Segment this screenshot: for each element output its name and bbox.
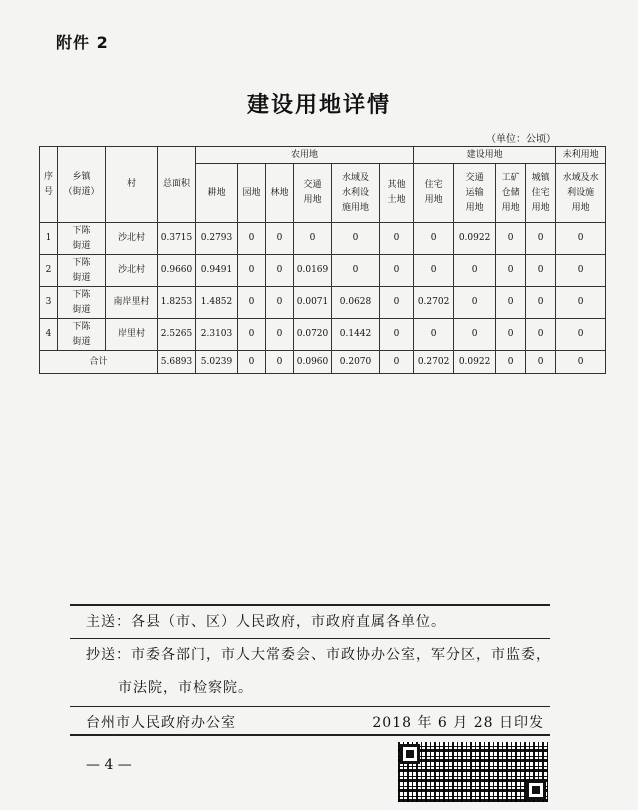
cell-traffic: 0 (294, 223, 332, 255)
cell-traffic: 0.0169 (294, 255, 332, 287)
cell-transport: 0 (454, 319, 496, 351)
total-industrial: 0 (496, 351, 526, 374)
cell-water-unused: 0 (556, 255, 606, 287)
header-water-unused: 水域及水 利设施 用地 (556, 164, 606, 223)
header-other-land: 其他 土地 (380, 164, 414, 223)
cell-traffic: 0.0071 (294, 287, 332, 319)
cell-industrial: 0 (496, 223, 526, 255)
total-row (40, 351, 606, 374)
header-group-agricultural: 农用地 (196, 147, 414, 164)
qr-code-icon (398, 742, 548, 802)
total-label: 合计 (40, 351, 158, 374)
cell-garden: 0 (238, 223, 266, 255)
cell-urban-residential: 0 (526, 287, 556, 319)
cell-farmland: 0.9491 (196, 255, 238, 287)
divider-middle (70, 638, 550, 639)
cell-urban-residential: 0 (526, 255, 556, 287)
divider-bottom (70, 734, 550, 736)
header-group-unused: 未利用地 (556, 147, 606, 164)
total-urban-residential: 0 (526, 351, 556, 374)
header-forest: 林地 (266, 164, 294, 223)
cell-total: 0.3715 (158, 223, 196, 255)
cell-farmland: 0.2793 (196, 223, 238, 255)
cell-farmland: 1.4852 (196, 287, 238, 319)
total-water: 0.2070 (332, 351, 380, 374)
header-seq: 序 号 (40, 147, 58, 223)
total-water-unused: 0 (556, 351, 606, 374)
header-water-facility: 水域及 水利设 施用地 (332, 164, 380, 223)
cell-other: 0 (380, 287, 414, 319)
cell-township: 下陈 街道 (58, 223, 106, 255)
cell-water-unused: 0 (556, 319, 606, 351)
total-area: 5.6893 (158, 351, 196, 374)
cell-water: 0 (332, 223, 380, 255)
table-row (40, 287, 606, 319)
total-traffic: 0.0960 (294, 351, 332, 374)
document-title: 建设用地详情 (246, 92, 391, 118)
cell-other: 0 (380, 255, 414, 287)
copy-recipients-line2: 市法院，市检察院。 (118, 680, 253, 696)
cell-garden: 0 (238, 287, 266, 319)
unit-note: （单位：公顷） (486, 134, 556, 145)
cell-farmland: 2.3103 (196, 319, 238, 351)
cell-forest: 0 (266, 319, 294, 351)
copy-recipients-line1: 抄送：市委各部门，市人大常委会、市政协办公室，军分区，市监委， (86, 647, 551, 663)
cell-urban-residential: 0 (526, 319, 556, 351)
cell-total: 0.9660 (158, 255, 196, 287)
header-residential: 住宅 用地 (414, 164, 454, 223)
cell-other: 0 (380, 223, 414, 255)
cell-traffic: 0.0720 (294, 319, 332, 351)
cell-village: 岸里村 (106, 319, 158, 351)
total-transport: 0.0922 (454, 351, 496, 374)
cell-industrial: 0 (496, 287, 526, 319)
cell-total: 1.8253 (158, 287, 196, 319)
total-residential: 0.2702 (414, 351, 454, 374)
cell-water-unused: 0 (556, 287, 606, 319)
cell-village: 南岸里村 (106, 287, 158, 319)
cell-seq: 3 (40, 287, 58, 319)
cell-seq: 2 (40, 255, 58, 287)
table-row (40, 255, 606, 287)
divider-lower (70, 706, 550, 707)
total-garden: 0 (238, 351, 266, 374)
total-forest: 0 (266, 351, 294, 374)
cell-forest: 0 (266, 255, 294, 287)
cell-water-unused: 0 (556, 223, 606, 255)
cell-township: 下陈 街道 (58, 287, 106, 319)
total-other: 0 (380, 351, 414, 374)
header-village: 村 (106, 147, 158, 223)
cell-village: 沙北村 (106, 255, 158, 287)
cell-other: 0 (380, 319, 414, 351)
header-farmland: 耕地 (196, 164, 238, 223)
cell-residential: 0 (414, 319, 454, 351)
cell-residential: 0.2702 (414, 287, 454, 319)
cell-industrial: 0 (496, 255, 526, 287)
cell-seq: 1 (40, 223, 58, 255)
cell-water: 0.0628 (332, 287, 380, 319)
divider-top (70, 604, 550, 606)
cell-garden: 0 (238, 319, 266, 351)
issue-date: 2018 年 6 月 28 日印发 (372, 715, 544, 731)
land-use-table (39, 146, 606, 374)
header-group-construction: 建设用地 (414, 147, 556, 164)
header-transport: 交通 运输 用地 (454, 164, 496, 223)
cell-residential: 0 (414, 223, 454, 255)
cell-transport: 0.0922 (454, 223, 496, 255)
header-urban-residential: 城镇 住宅 用地 (526, 164, 556, 223)
cell-forest: 0 (266, 287, 294, 319)
cell-water: 0 (332, 255, 380, 287)
attachment-label: 附件 2 (56, 33, 109, 52)
header-garden: 园地 (238, 164, 266, 223)
header-industrial: 工矿 仓储 用地 (496, 164, 526, 223)
total-farmland: 5.0239 (196, 351, 238, 374)
cell-industrial: 0 (496, 319, 526, 351)
cell-forest: 0 (266, 223, 294, 255)
cell-residential: 0 (414, 255, 454, 287)
cell-water: 0.1442 (332, 319, 380, 351)
cell-township: 下陈 街道 (58, 319, 106, 351)
cell-urban-residential: 0 (526, 223, 556, 255)
cell-seq: 4 (40, 319, 58, 351)
table-row (40, 319, 606, 351)
table-row (40, 223, 606, 255)
page-number: — 4 — (86, 757, 132, 773)
issuing-office: 台州市人民政府办公室 (86, 715, 236, 731)
main-recipients: 主送：各县（市、区）人民政府，市政府直属各单位。 (86, 614, 446, 630)
cell-village: 沙北村 (106, 223, 158, 255)
cell-transport: 0 (454, 287, 496, 319)
cell-transport: 0 (454, 255, 496, 287)
header-township: 乡镇 （街道） (58, 147, 106, 223)
header-total-area: 总面积 (158, 147, 196, 223)
cell-total: 2.5265 (158, 319, 196, 351)
cell-garden: 0 (238, 255, 266, 287)
header-traffic-land: 交通 用地 (294, 164, 332, 223)
cell-township: 下陈 街道 (58, 255, 106, 287)
